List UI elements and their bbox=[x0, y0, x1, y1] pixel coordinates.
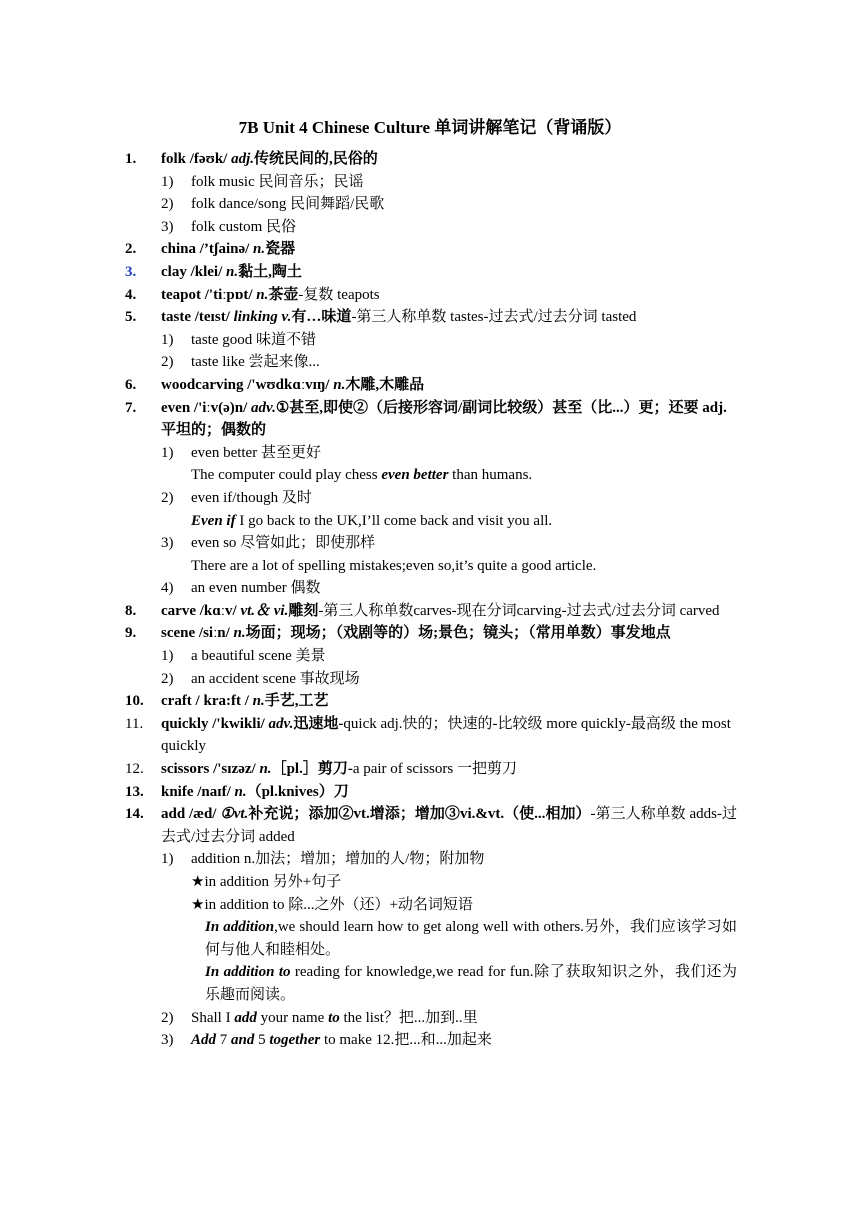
word-head: woodcarving /'wʊdkɑːvɪŋ/ bbox=[161, 376, 334, 393]
item-number: 7. bbox=[125, 399, 137, 416]
word-head: quickly /'kwikli/ bbox=[161, 715, 269, 732]
definition: 黏土,陶土 bbox=[238, 263, 302, 280]
item-number: 3. bbox=[125, 263, 137, 280]
word-head: taste /teɪst/ bbox=[161, 309, 234, 326]
vocab-item-clay bbox=[125, 261, 737, 284]
vocab-item-add bbox=[125, 803, 737, 848]
item-number: 11. bbox=[125, 715, 144, 732]
part-of-speech: ①vt. bbox=[220, 806, 249, 823]
definition: ①甚至,即使②（后接形容词/副词比较级）甚至（比...）更；还要 adj.平坦的；偶数的 bbox=[161, 399, 727, 439]
item-number: 12. bbox=[125, 761, 144, 778]
word-forms: a pair of scissors 一把剪刀 bbox=[352, 761, 517, 778]
sub-item: 3) Add 7 and 5 together to make 12.把...和...加起来 bbox=[161, 1032, 492, 1049]
word-head: knife /naɪf/ bbox=[161, 783, 235, 800]
example-sentence: The computer could play chess even better than humans. bbox=[191, 467, 533, 484]
definition: （pl.knives）刀 bbox=[246, 783, 349, 800]
vocab-item-woodcarving bbox=[125, 374, 737, 397]
sub-item: 2) an accident scene 事故现场 bbox=[161, 670, 360, 687]
word-head: scene /siːn/ bbox=[161, 625, 234, 642]
item-number: 9. bbox=[125, 625, 137, 642]
part-of-speech: adj. bbox=[231, 151, 255, 167]
part-of-speech: n. bbox=[233, 625, 246, 642]
vocab-item-china bbox=[125, 238, 737, 261]
vocab-item-craft bbox=[125, 690, 737, 713]
word-forms: -复数 teapots bbox=[298, 286, 380, 303]
sub-item: 1) taste good 味道不错 bbox=[161, 331, 316, 348]
word-head: scissors /'sɪzəz/ bbox=[161, 761, 260, 778]
example-sentence: There are a lot of spelling mistakes;even so,it’s quite a good article. bbox=[191, 557, 597, 574]
vocab-item-carve bbox=[125, 600, 737, 623]
item-number: 6. bbox=[125, 376, 137, 393]
item-number: 10. bbox=[125, 693, 144, 710]
sub-item: 4) an even number 偶数 bbox=[161, 580, 321, 597]
definition: 迅速地- bbox=[293, 715, 344, 732]
part-of-speech: n. bbox=[259, 761, 272, 778]
definition: 木雕,木雕品 bbox=[345, 376, 425, 393]
part-of-speech: adv. bbox=[268, 715, 294, 732]
word-head: clay /klei/ bbox=[161, 263, 226, 280]
sub-item: 1) folk music 民间音乐；民谣 bbox=[161, 173, 364, 190]
part-of-speech: n. bbox=[256, 286, 269, 303]
phrase-note: ★in addition 另外+句子 bbox=[191, 874, 342, 890]
vocab-item-scissors bbox=[125, 758, 737, 781]
vocab-item-taste bbox=[125, 306, 737, 329]
example-sentence: Even if I go back to the UK,I’ll come back and visit you all. bbox=[191, 512, 553, 529]
word-forms: quick adj.快的；快速的-比较级 more quickly-最高级 the most quickly bbox=[161, 715, 731, 755]
word-head: even /'iːv(ə)n/ bbox=[161, 399, 251, 416]
word-head: add /æd/ bbox=[161, 806, 221, 823]
item-number: 8. bbox=[125, 602, 137, 619]
item-number: 1. bbox=[125, 151, 137, 167]
word-forms: -第三人称单数carves-现在分词carving-过去式/过去分词 carved bbox=[318, 602, 720, 619]
word-head: teapot /'tiːpɒt/ bbox=[161, 286, 257, 303]
word-head: craft / kra:ft / bbox=[161, 693, 253, 710]
sub-item: 3) even so 尽管如此；即使那样 bbox=[161, 535, 376, 552]
item-number: 4. bbox=[125, 286, 137, 303]
part-of-speech: n. bbox=[333, 376, 346, 393]
item-number: 2. bbox=[125, 241, 137, 258]
definition: 手艺,工艺 bbox=[264, 693, 329, 710]
sub-item: 3) folk custom 民俗 bbox=[161, 218, 296, 235]
definition: 补充说；添加②vt.增添；增加③vi.&vt.（使...相加） bbox=[248, 806, 591, 823]
part-of-speech: n. bbox=[253, 241, 266, 258]
word-forms: -第三人称单数 tastes-过去式/过去分词 tasted bbox=[351, 309, 637, 326]
item-number: 14. bbox=[125, 806, 144, 823]
sub-item: 1) a beautiful scene 美景 bbox=[161, 648, 326, 665]
sub-item: 1) even better 甚至更好 bbox=[161, 444, 321, 461]
definition: 茶壶 bbox=[268, 286, 299, 303]
definition: 有…味道 bbox=[291, 309, 352, 326]
part-of-speech: adv. bbox=[251, 399, 276, 416]
sub-item: 2) folk dance/song 民间舞蹈/民歌 bbox=[161, 196, 385, 213]
part-of-speech: n. bbox=[252, 693, 265, 710]
sub-item: 1) addition n.加法；增加；增加的人/物；附加物 bbox=[161, 851, 485, 868]
vocab-item-folk bbox=[125, 148, 737, 171]
part-of-speech: vt.＆ vi. bbox=[240, 602, 289, 619]
definition: 传统民间的,民俗的 bbox=[254, 151, 378, 167]
word-head: carve /kɑːv/ bbox=[161, 602, 241, 619]
vocab-item-quickly bbox=[125, 713, 737, 758]
vocab-item-even bbox=[125, 397, 737, 442]
vocab-list bbox=[125, 148, 737, 1052]
sub-item: 2) Shall I add your name to the list？把...加到..里 bbox=[161, 1009, 478, 1026]
vocab-item-scene bbox=[125, 622, 737, 645]
document-title: 7B Unit 4 Chinese Culture 单词讲解笔记（背诵版） bbox=[238, 118, 622, 137]
definition: 瓷器 bbox=[265, 241, 296, 258]
example-sentence: In addition to reading for knowledge,we read for fun.除了获取知识之外，我们还为乐趣而阅读。 bbox=[205, 964, 737, 1003]
item-number: 13. bbox=[125, 783, 144, 800]
word-head: folk /fəʊk/ bbox=[161, 151, 232, 167]
part-of-speech: linking v. bbox=[233, 309, 292, 326]
sub-item: 2) even if/though 及时 bbox=[161, 489, 312, 506]
part-of-speech: n. bbox=[226, 263, 239, 280]
definition: ［pl.］剪刀- bbox=[271, 761, 353, 778]
sub-item: 2) taste like 尝起来像... bbox=[161, 354, 320, 371]
example-sentence: In addition,we should learn how to get along well with others.另外，我们应该学习如何与他人和睦相处。 bbox=[205, 919, 737, 958]
item-number: 5. bbox=[125, 309, 137, 326]
word-head: china /’tʃainə/ bbox=[161, 241, 254, 258]
word-forms: -第三人称单数 adds-过去式/过去分词 added bbox=[161, 806, 737, 845]
part-of-speech: n. bbox=[234, 783, 247, 800]
definition: 雕刻 bbox=[288, 602, 319, 619]
phrase-note: ★in addition to 除...之外（还）+动名词短语 bbox=[191, 896, 473, 913]
vocab-item-knife bbox=[125, 781, 737, 804]
definition: 场面；现场；（戏剧等的）场;景色；镜头；（常用单数）事发地点 bbox=[245, 625, 671, 642]
vocab-item-teapot bbox=[125, 284, 737, 307]
